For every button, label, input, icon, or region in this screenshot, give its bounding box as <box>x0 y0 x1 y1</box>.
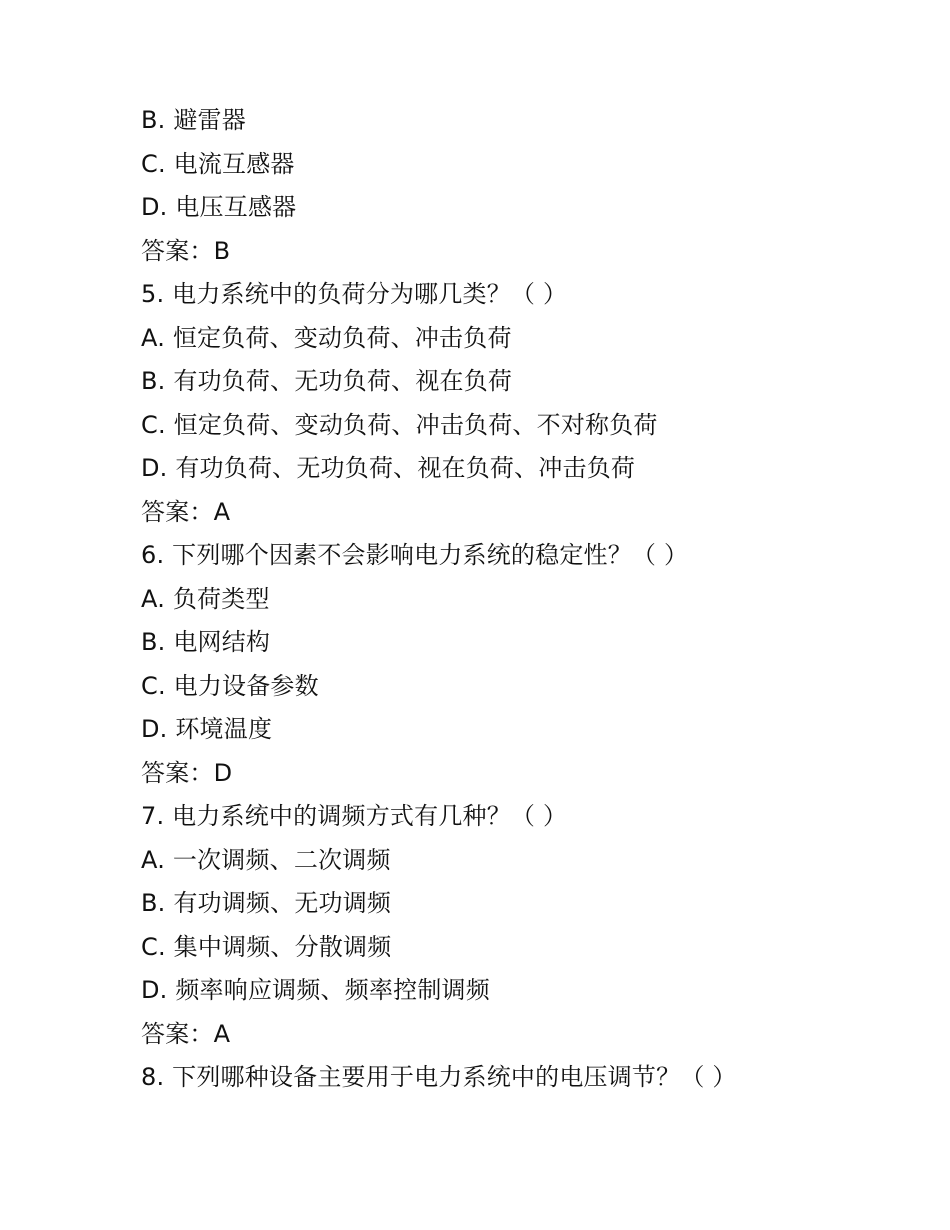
question-list <box>141 99 901 1100</box>
option-c-text: C. 电流互感器 <box>141 149 295 178</box>
option-b-text: B. 避雷器 <box>141 106 246 134</box>
option-c-text: C. 集中调频、分散调频 <box>141 932 392 961</box>
question-5: 5. 电力系统中的负荷分为哪几类？（ ） <box>141 280 568 308</box>
option-c-text: C. 电力设备参数 <box>141 671 319 700</box>
option-b-text: B. 有功调频、无功调频 <box>141 889 392 917</box>
option-a-text: A. 负荷类型 <box>141 584 270 613</box>
option-a-text: A. 一次调频、二次调频 <box>141 845 391 874</box>
answer-text: 答案：B <box>141 236 231 265</box>
answer-text: 答案：A <box>141 497 231 526</box>
question-8: 8. 下列哪种设备主要用于电力系统中的电压调节？（ ） <box>141 1063 737 1091</box>
option-d-text: D. 电压互感器 <box>141 193 297 221</box>
option-d-text: D. 频率响应调频、频率控制调频 <box>141 976 490 1004</box>
answer-text: 答案：A <box>141 1019 231 1048</box>
option-d-text: D. 环境温度 <box>141 715 273 743</box>
option-a-text: A. 恒定负荷、变动负荷、冲击负荷 <box>141 323 512 352</box>
option-b-text: B. 有功负荷、无功负荷、视在负荷 <box>141 367 513 395</box>
option-d-text: D. 有功负荷、无功负荷、视在负荷、冲击负荷 <box>141 454 636 482</box>
option-b-text: B. 电网结构 <box>141 628 271 656</box>
answer-text: 答案：D <box>141 758 233 787</box>
option-c-text: C. 恒定负荷、变动负荷、冲击负荷、不对称负荷 <box>141 410 658 439</box>
question-6: 6. 下列哪个因素不会影响电力系统的稳定性？（ ） <box>141 541 689 569</box>
question-7: 7. 电力系统中的调频方式有几种？（ ） <box>141 802 568 830</box>
